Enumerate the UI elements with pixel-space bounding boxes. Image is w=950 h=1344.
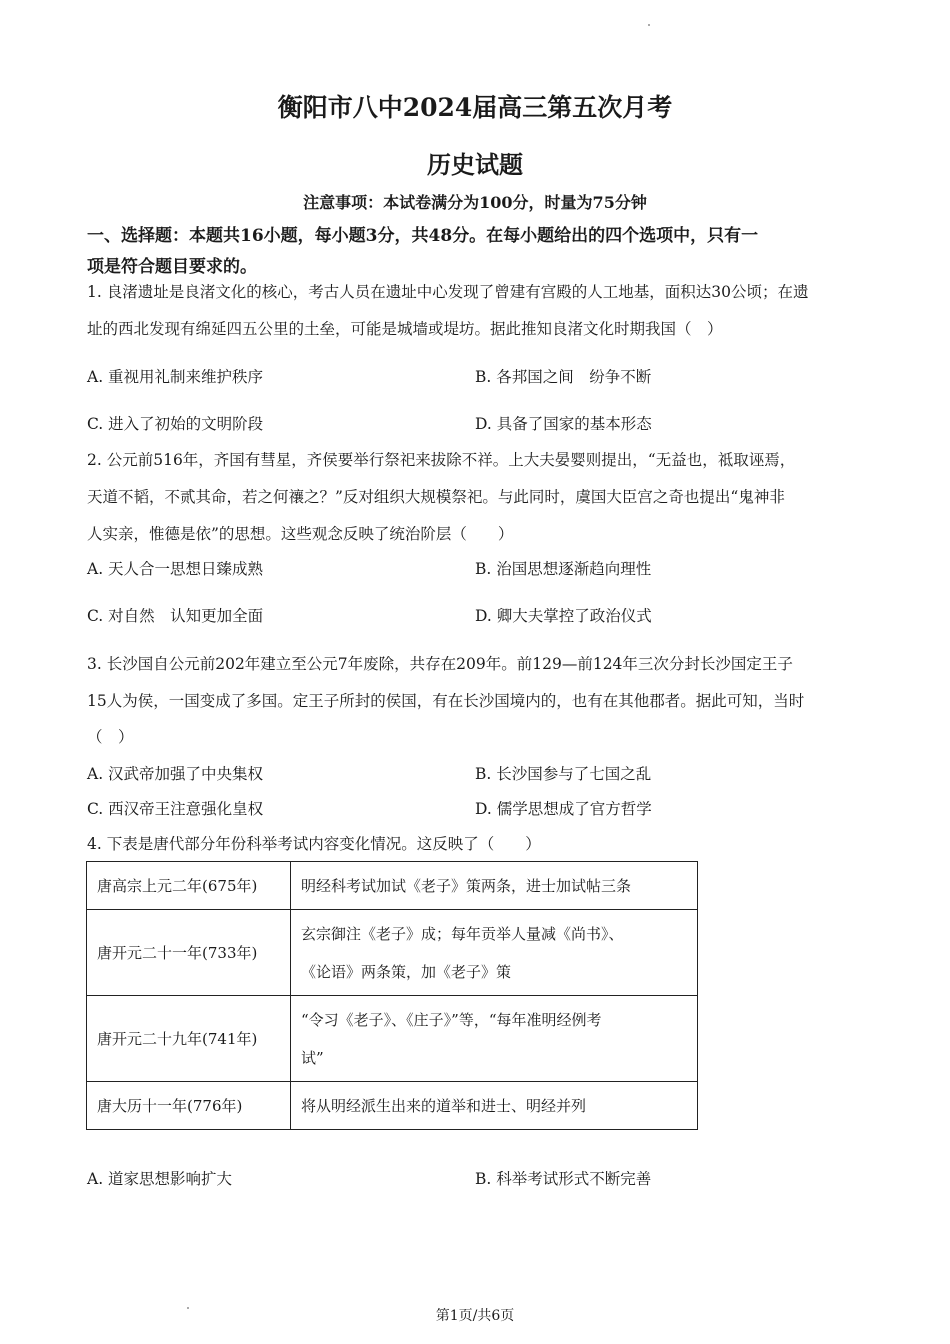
- exam-subject: 历史试题: [427, 150, 523, 179]
- table-cell-content: [291, 1082, 698, 1130]
- section-heading-line2: 项是符合题目要求的。: [87, 257, 257, 277]
- q3-stem-line2: 15人为侯，一国变成了多国。定王子所封的侯国，有在长沙国境内的，也有在其他郡者。据此可知，当时: [87, 692, 805, 710]
- table-cell-year: 唐大历十一年(776年): [87, 1082, 291, 1130]
- page-number: 第1页/共6页: [435, 1308, 515, 1324]
- q1-option-b: B. 各邦国之间 纷争不断: [475, 368, 652, 386]
- q2-option-b: B. 治国思想逐渐趋向理性: [475, 560, 652, 578]
- table-row: [87, 996, 698, 1082]
- q1-option-d: D. 具备了国家的基本形态: [475, 415, 652, 433]
- table-cell-line: 《论语》两条策，加《老子》策: [301, 962, 512, 981]
- table-cell-year: 唐开元二十九年(741年): [87, 996, 291, 1082]
- table-cell-line: “令习《老子》、《庄子》”等，“每年准明经例考: [301, 1010, 602, 1029]
- table-cell-line: 玄宗御注《老子》成；每年贡举人量减《尚书》、: [301, 924, 624, 943]
- q4-option-b: B. 科举考试形式不断完善: [475, 1170, 652, 1188]
- q4-stem: 4. 下表是唐代部分年份科举考试内容变化情况。这反映了（ ）: [87, 835, 541, 853]
- table-cell-year: 唐高宗上元二年(675年): [87, 862, 291, 910]
- exam-title: 衡阳市八中2024届高三第五次月考: [277, 93, 673, 122]
- scan-dot: [648, 24, 650, 26]
- section-heading-line1: 一、选择题：本题共16小题，每小题3分，共48分。在每小题给出的四个选项中，只有一: [87, 226, 759, 246]
- table-row: [87, 1082, 698, 1130]
- q2-option-d: D. 卿大夫掌控了政治仪式: [475, 607, 652, 625]
- q3-option-b: B. 长沙国参与了七国之乱: [475, 765, 652, 783]
- table-cell-line: 试”: [301, 1048, 324, 1067]
- q3-option-c: C. 西汉帝王注意强化皇权: [87, 800, 264, 818]
- q3-stem-line3: （ ）: [87, 728, 134, 746]
- q2-stem-line3: 人实亲，惟德是依”的思想。这些观念反映了统治阶层（ ）: [87, 525, 514, 543]
- q1-option-a: A. 重视用礼制来维护秩序: [87, 368, 264, 386]
- q3-option-d: D. 儒学思想成了官方哲学: [475, 800, 652, 818]
- q3-stem-line1: 3. 长沙国自公元前202年建立至公元7年废除，共存在209年。前129—前124年三次分封长沙国定王子: [87, 655, 793, 673]
- q4-option-a: A. 道家思想影响扩大: [87, 1170, 233, 1188]
- table-cell-content: [291, 862, 698, 910]
- table-cell-content: [291, 996, 698, 1082]
- q1-option-c: C. 进入了初始的文明阶段: [87, 415, 264, 433]
- q2-stem-line1: 2. 公元前516年，齐国有彗星，齐侯要举行祭祀来拔除不祥。上大夫晏婴则提出，“无益也，祗取诬焉，: [87, 451, 796, 469]
- q1-stem-line1: 1. 良渚遗址是良渚文化的核心，考古人员在遗址中心发现了曾建有宫殿的人工地基，面积达30公顷；在遗: [87, 283, 809, 301]
- q2-option-a: A. 天人合一思想日臻成熟: [87, 560, 264, 578]
- table-cell-line: 明经科考试加试《老子》策两条，进士加试帖三条: [301, 876, 632, 895]
- exam-notice: 注意事项：本试卷满分为100分，时量为75分钟: [303, 193, 647, 212]
- q2-stem-line2: 天道不韬，不贰其命，若之何禳之？”反对组织大规模祭祀。与此同时，虞国大臣宫之奇也提出“鬼神非: [87, 488, 785, 506]
- q4-table: [86, 861, 698, 1130]
- table-cell-line: 将从明经派生出来的道举和进士、明经并列: [301, 1096, 587, 1115]
- table-cell-content: [291, 910, 698, 996]
- q3-option-a: A. 汉武帝加强了中央集权: [87, 765, 264, 783]
- table-row: [87, 862, 698, 910]
- q2-option-c: C. 对自然 认知更加全面: [87, 607, 264, 625]
- q1-stem-line2: 址的西北发现有绵延四五公里的土垒，可能是城墙或堤坊。据此推知良渚文化时期我国（ ）: [87, 320, 723, 338]
- table-row: [87, 910, 698, 996]
- table-cell-year: 唐开元二十一年(733年): [87, 910, 291, 996]
